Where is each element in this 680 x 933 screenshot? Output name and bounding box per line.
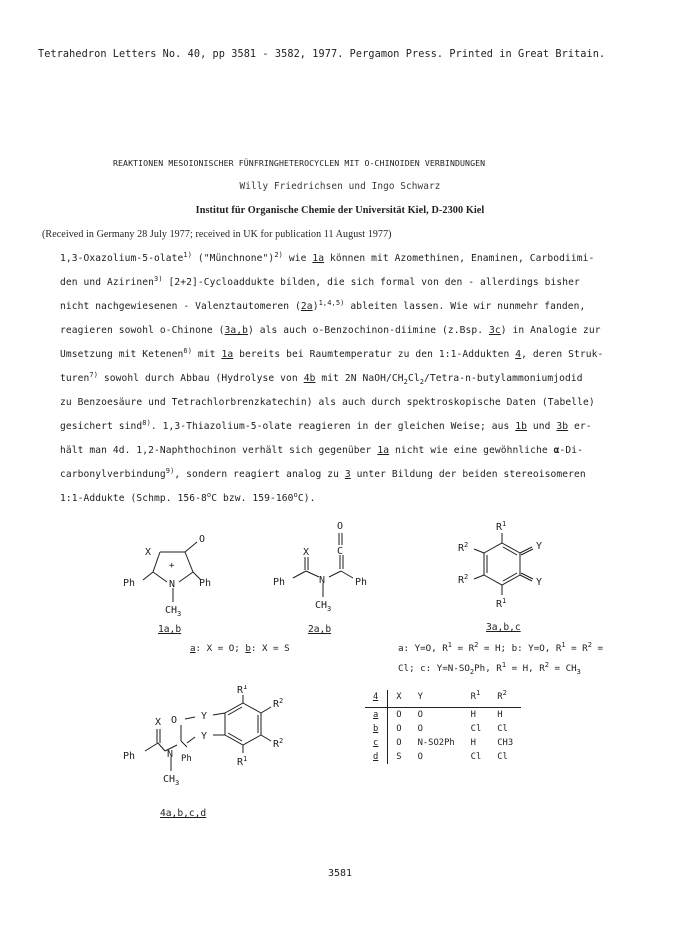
atom-o: O — [337, 521, 344, 532]
atom-x: X — [155, 717, 162, 728]
table-cell: b — [365, 722, 388, 736]
label-1ab: 1a,b — [158, 624, 182, 635]
atom-y: Y — [536, 541, 543, 552]
table-header-cell: $R^2$ — [489, 690, 521, 708]
group-r2: $R^2$ — [458, 541, 469, 554]
group-ch3: $CH_3$ — [165, 605, 182, 618]
table-cell: O — [417, 710, 423, 720]
substituent-table — [365, 690, 521, 764]
group-r2: $R^2$ — [273, 737, 284, 750]
body-line: turen$^{7)}$ sowohl durch Abbau (Hydrolyse von 4b mit 2N NaOH/$CH_2Cl_2/Tetra-n$-butylammoniumjodid — [60, 370, 583, 386]
atom-n: N — [169, 579, 176, 590]
table-cell: O — [396, 724, 402, 734]
legend-3abc-line1: a: Y=O, $R^1 = R^2 = H$; b: Y=O, $R^1 = R^2$ = — [398, 640, 604, 654]
structure-3abc — [450, 515, 570, 625]
group-r1: $R^1$ — [237, 755, 248, 768]
atom-y: Y — [201, 731, 208, 742]
body-line: den und Azirinen$^{3)}$ [2+2]-Cycloaddukte bilden, die sich formal von den - allerdings bisher — [60, 274, 580, 288]
legend-3abc-line2: Cl; c: $Y=N-SO_2Ph$, $R^1 = H$, $R^2 = CH_3$ — [398, 660, 581, 676]
structure-1ab — [115, 520, 225, 630]
atom-y: Y — [201, 711, 208, 722]
table-cell: H — [470, 710, 476, 720]
table-cell: O — [396, 710, 402, 720]
atom-o: O — [171, 715, 178, 726]
table-cell: c — [365, 736, 388, 750]
label-2ab: 2a,b — [308, 624, 332, 635]
body-line: gesichert sind$^{8)}$. 1,3-Thiazolium-5-olate reagieren in der gleichen Weise; aus 1b und 3b er- — [60, 418, 592, 432]
table-header-cell: Y — [410, 690, 463, 708]
body-line: 1:1-Addukte (Schmp. 156-8$^o$C bzw. 159-160$^o$C). — [60, 490, 316, 504]
page-number: 3581 — [327, 868, 353, 879]
table-row — [365, 736, 521, 750]
table-cell: Cl — [470, 752, 482, 762]
atom-c: C — [337, 546, 344, 557]
body-line: hält man 4d. 1,2-Naphthochinon verhält sich gegenüber 1a nicht wie eine gewöhnliche α-Di- — [60, 445, 584, 456]
atom-x: X — [145, 547, 152, 558]
atom-x: X — [303, 547, 310, 558]
table-row — [365, 708, 521, 723]
group-r1: $R^1$ — [496, 597, 507, 610]
atom-o: O — [199, 534, 206, 545]
group-r2: $R^2$ — [458, 573, 469, 586]
body-line: zu Benzoesäure und Tetrachlorbrenzkatechin) als auch durch spektroskopische Daten (Tabelle) — [60, 397, 595, 408]
table-header-row — [365, 690, 521, 708]
group-ph: Ph — [355, 577, 368, 588]
table-cell: O — [417, 752, 423, 762]
body-line: reagieren sowohl o-Chinone (3a,b) als auch o-Benzochinon-diimine (z.Bsp. 3c) in Analogie zur — [60, 325, 601, 336]
structure-4abcd — [115, 685, 335, 805]
label-3abc: 3a,b,c — [486, 622, 521, 633]
table-cell: CH3 — [497, 738, 514, 748]
table-cell: S — [396, 752, 402, 762]
group-ch3: $CH_3$ — [163, 774, 180, 787]
group-ph: Ph — [123, 578, 136, 589]
table-cell: Cl — [470, 724, 482, 734]
table-cell: N-SO2Ph — [417, 738, 455, 748]
article-title: REAKTIONEN MESOIONISCHER FÜNFRINGHETEROCYCLEN MIT O-CHINOIDEN VERBINDUNGEN — [113, 158, 486, 168]
body-line: Umsetzung mit Ketenen$^{6)}$ mit 1a bereits bei Raumtemperatur zu den 1:1-Addukten 4, deren Struk- — [60, 346, 604, 360]
atom-n: N — [167, 749, 174, 760]
structure-2ab — [265, 515, 385, 625]
table-header-cell: X — [388, 690, 410, 708]
group-r1: $R^1$ — [237, 685, 248, 696]
group-r2: $R^2$ — [273, 697, 284, 710]
atom-y: Y — [536, 577, 543, 588]
table-cell: O — [396, 738, 402, 748]
table-cell: H — [497, 710, 503, 720]
table-cell: a — [365, 708, 388, 723]
table-cell: d — [365, 750, 388, 764]
group-ch3: $CH_3$ — [315, 600, 332, 613]
label-4abcd: 4a,b,c,d — [160, 808, 207, 819]
atom-n: N — [319, 575, 326, 586]
group-ph: Ph — [273, 577, 286, 588]
table-header-cell: 4 — [365, 690, 388, 708]
group-r1: $R^1$ — [496, 520, 507, 533]
table-row — [365, 722, 521, 736]
body-line: carbonylverbindung$^{9)}$, sondern reagiert analog zu 3 unter Bildung der beiden stereoisomeren — [60, 466, 586, 480]
body-line: nicht nachgewiesenen - Valenztautomeren $(2a)^{1,4,5)}$ ableiten lassen. Wie wir nunmehr fanden, — [60, 298, 586, 312]
table-cell: Cl — [497, 752, 508, 762]
charge-plus: + — [169, 561, 175, 571]
table-header-cell: $R^1$ — [463, 690, 490, 708]
table-row — [365, 750, 521, 764]
journal-header: Tetrahedron Letters No. 40, pp 3581 - 3582, 1977. Pergamon Press. Printed in Great Britain. — [38, 49, 606, 60]
body-line: 1,3-Oxazolium-5-olate$^{1)}$ ("Münchnone")$^{2)}$ wie 1a können mit Azomethinen, Enaminen, Carbodiimi- — [60, 250, 595, 264]
group-ph: Ph — [199, 578, 212, 589]
legend-1ab: a: X = O; b: X = S — [190, 643, 290, 654]
group-ph: Ph — [181, 754, 192, 764]
authors: Willy Friedrichsen und Ingo Schwarz — [239, 181, 441, 192]
table-cell: O — [417, 724, 423, 734]
institute: Institut für Organische Chemie der Universität Kiel, D-2300 Kiel — [195, 205, 485, 216]
group-ph: Ph — [123, 751, 136, 762]
table-cell: H — [470, 738, 476, 748]
received-dates: (Received in Germany 28 July 1977; received in UK for publication 11 August 1977) — [42, 229, 392, 240]
table-cell: Cl — [497, 724, 508, 734]
